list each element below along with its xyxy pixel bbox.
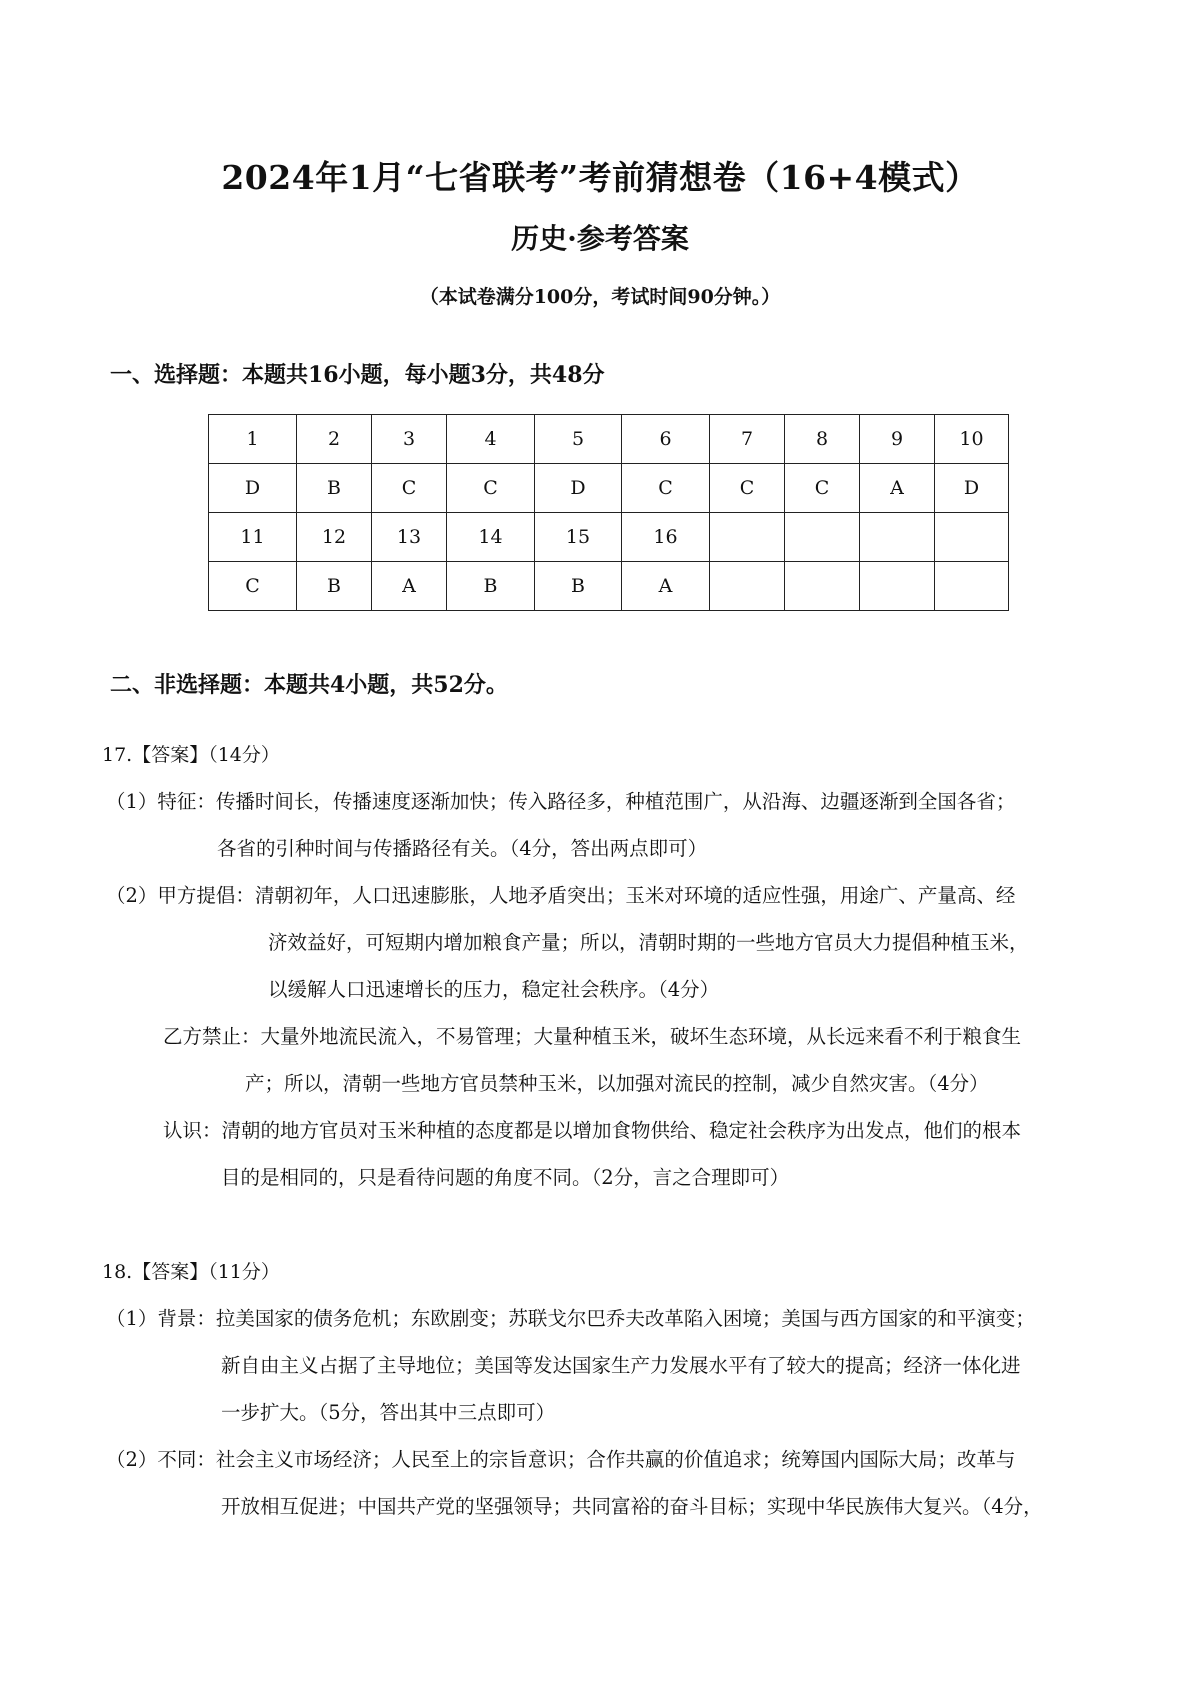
answer-table-cell: A <box>622 562 710 611</box>
answer-table-cell <box>710 562 785 611</box>
section1-heading: 一、选择题：本题共16小题，每小题3分，共48分 <box>110 362 605 388</box>
answer-table-cell <box>935 513 1009 562</box>
answer-table-cell <box>860 562 935 611</box>
answer-table-cell: 1 <box>209 415 297 464</box>
answer-table-cell: D <box>209 464 297 513</box>
answer-table-cell <box>710 513 785 562</box>
answer-table-cell: B <box>297 562 372 611</box>
answer-table-cell: D <box>935 464 1009 513</box>
page-title: 2024年1月“七省联考”考前猜想卷（16+4模式） <box>221 158 979 197</box>
answer-table-cell: 10 <box>935 415 1009 464</box>
answer-table-cell: 3 <box>372 415 447 464</box>
answer-table-row <box>209 513 1009 562</box>
q17-line: 认识：清朝的地方官员对玉米种植的态度都是以增加食物供给、稳定社会秩序为出发点，他们的根本 <box>163 1119 1022 1142</box>
answer-table-cell: 13 <box>372 513 447 562</box>
answer-table-cell: C <box>372 464 447 513</box>
q17-heading: 17.【答案】（14分） <box>102 744 280 766</box>
q17-line: 各省的引种时间与传播路径有关。（4分，答出两点即可） <box>217 837 708 860</box>
answer-table-row <box>209 562 1009 611</box>
answer-table-row <box>209 415 1009 464</box>
answer-table-cell: A <box>860 464 935 513</box>
answer-table-cell: C <box>209 562 297 611</box>
answer-table-cell: 6 <box>622 415 710 464</box>
q18-heading: 18.【答案】（11分） <box>102 1261 280 1283</box>
answer-table-cell: 14 <box>447 513 535 562</box>
answer-table-cell <box>860 513 935 562</box>
answer-table-cell: 7 <box>710 415 785 464</box>
answer-table-cell: B <box>535 562 622 611</box>
q18-line: （1）背景：拉美国家的债务危机；东欧剧变；苏联戈尔巴乔夫改革陷入困境；美国与西方国家的和平演变； <box>106 1307 1035 1330</box>
answer-table-cell <box>785 513 860 562</box>
q17-line: 乙方禁止：大量外地流民流入，不易管理；大量种植玉米，破坏生态环境，从长远来看不利于粮食生 <box>163 1025 1022 1048</box>
answer-table-cell: D <box>535 464 622 513</box>
answer-table-cell: 15 <box>535 513 622 562</box>
answer-table-cell: 4 <box>447 415 535 464</box>
q18-line: 一步扩大。（5分，答出其中三点即可） <box>221 1401 556 1424</box>
answer-table-cell: 11 <box>209 513 297 562</box>
answer-table-cell: C <box>785 464 860 513</box>
answer-table-cell <box>935 562 1009 611</box>
answer-table-cell <box>785 562 860 611</box>
answer-table-cell: A <box>372 562 447 611</box>
q17-line: （2）甲方提倡：清朝初年，人口迅速膨胀，人地矛盾突出；玉米对环境的适应性强，用途广、产量高、经 <box>106 884 1016 907</box>
q18-line: （2）不同：社会主义市场经济；人民至上的宗旨意识；合作共赢的价值追求；统筹国内国际大局；改革与 <box>106 1448 1016 1471</box>
answer-table-cell: 12 <box>297 513 372 562</box>
section2-heading: 二、非选择题：本题共4小题，共52分。 <box>110 672 508 698</box>
q17-line: 产；所以，清朝一些地方官员禁种玉米，以加强对流民的控制，减少自然灾害。（4分） <box>245 1072 989 1095</box>
q17-line: 以缓解人口迅速增长的压力，稳定社会秩序。（4分） <box>268 978 720 1001</box>
q17-line: 目的是相同的，只是看待问题的角度不同。（2分，言之合理即可） <box>221 1166 790 1189</box>
q18-line: 新自由主义占据了主导地位；美国等发达国家生产力发展水平有了较大的提高；经济一体化进 <box>221 1354 1021 1377</box>
answer-table-row <box>209 464 1009 513</box>
answer-table-cell: 5 <box>535 415 622 464</box>
answer-table-cell: C <box>447 464 535 513</box>
answer-table-cell: 9 <box>860 415 935 464</box>
answer-table-cell: 8 <box>785 415 860 464</box>
q17-line: （1）特征：传播时间长，传播速度逐渐加快；传入路径多，种植范围广，从沿海、边疆逐渐到全国各省； <box>106 790 1016 813</box>
answer-table <box>208 414 1009 611</box>
q18-line: 开放相互促进；中国共产党的坚强领导；共同富裕的奋斗目标；实现中华民族伟大复兴。（4分， <box>221 1495 1043 1518</box>
answer-table-cell: 16 <box>622 513 710 562</box>
answer-table-cell: B <box>447 562 535 611</box>
answer-table-cell: 2 <box>297 415 372 464</box>
answer-table-cell: C <box>622 464 710 513</box>
page-subtitle: 历史·参考答案 <box>511 222 689 255</box>
answer-table-cell: B <box>297 464 372 513</box>
answer-table-cell: C <box>710 464 785 513</box>
exam-note: （本试卷满分100分，考试时间90分钟。） <box>419 286 781 308</box>
q17-line: 济效益好，可短期内增加粮食产量；所以，清朝时期的一些地方官员大力提倡种植玉米， <box>268 931 1029 954</box>
